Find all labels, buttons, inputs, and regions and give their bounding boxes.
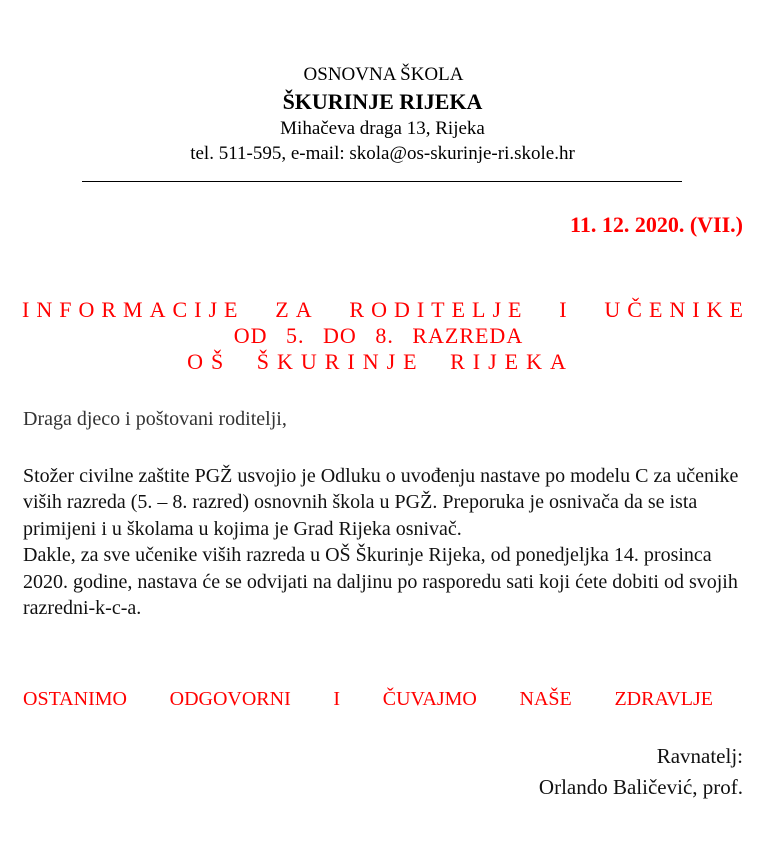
motto-word: ODGOVORNI [169,688,291,710]
motto-word: ČUVAJMO [382,688,477,710]
signature-name: Orlando Baličević, prof. [538,775,743,799]
school-contact: tel. 511-595, e-mail: skola@os-skurinje-ri.skole.hr [190,143,575,164]
paragraph: Dakle, za sve učenike viših razreda u OŠ Škurinje Rijeka, od ponedjeljka 14. prosinca 2020. godine, nastava će se odvijati na daljinu po rasporedu sati koji ćete dobiti od svojih razredni-k-c-a. [23,544,738,620]
school-type: OSNOVNA ŠKOLA [303,64,464,85]
greeting: Draga djeco i poštovani roditelji, [23,408,287,430]
signature-role: Ravnatelj: [656,744,743,768]
title-word: ZA [275,297,319,322]
paragraph: Stožer civilne zaštite PGŽ usvojio je Odluku o uvođenju nastave po modelu C za učenike viših razreda (5. – 8. razred) osnovnih škola u PGŽ. Preporuka je osnivača da se ista primijeni i u školama u kojima je Grad Rijeka osnivač. [23,465,739,540]
document-date: 11. 12. 2020. (VII.) [570,212,743,237]
title-word: I [559,297,574,322]
header-divider [82,181,682,182]
title-word: INFORMACIJE [22,297,245,322]
title-line-3: OŠ ŠKURINJE RIJEKA [187,349,574,374]
motto-word: NAŠE [519,688,572,710]
motto-word: ZDRAVLJE [614,688,713,710]
school-name: ŠKURINJE RIJEKA [282,89,483,114]
title-line-1 [22,297,750,323]
letterhead [0,62,765,166]
motto-word: OSTANIMO [23,688,127,710]
title-word: UČENIKE [604,297,750,322]
motto [23,688,713,711]
school-address: Mihačeva draga 13, Rijeka [280,118,485,139]
body-text [23,463,745,621]
motto-word: I [333,688,341,710]
title-word: RODITELJE [349,297,529,322]
title-line-2: OD 5. DO 8. RAZREDA [233,323,524,348]
signature-block [539,741,743,803]
document-title [22,297,750,375]
